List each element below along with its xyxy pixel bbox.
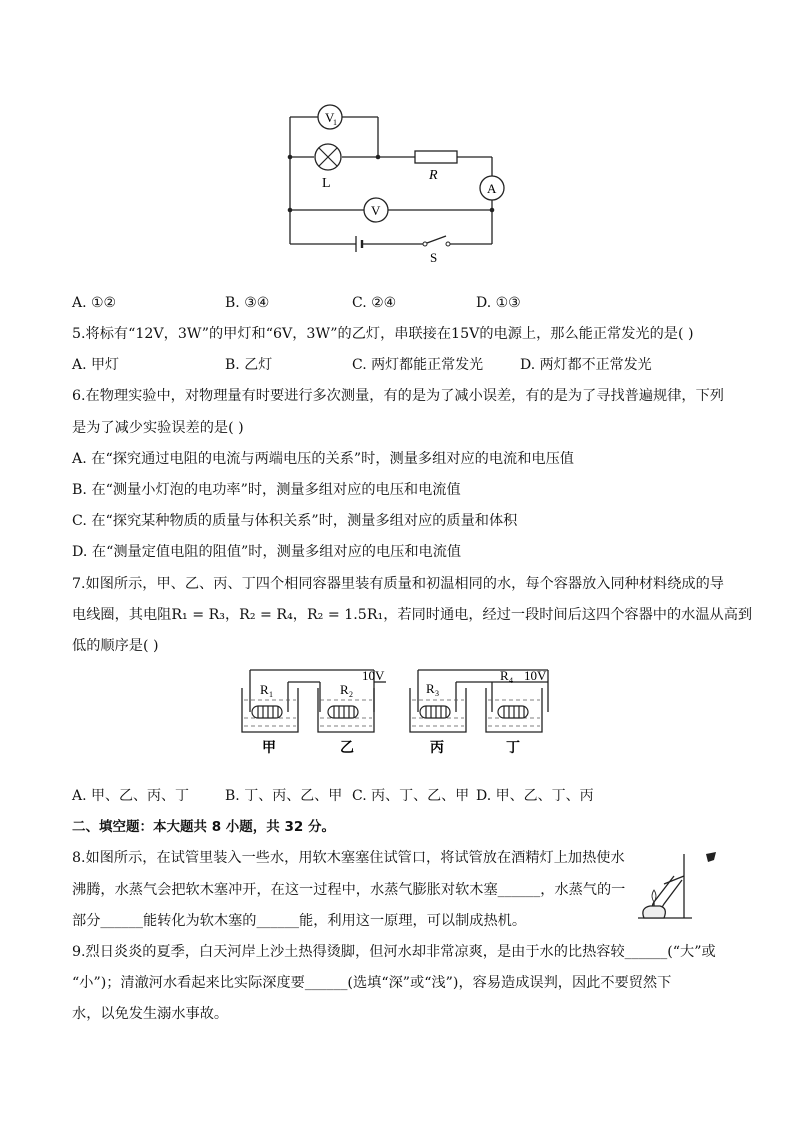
q4-option-c: C. ②④ bbox=[352, 295, 397, 311]
section-heading: 二、填空题：本大题共 8 小题，共 32 分。 bbox=[72, 819, 335, 835]
q5-option-a: A. 甲灯 bbox=[72, 357, 120, 373]
ammeter-icon bbox=[480, 176, 504, 200]
q7-stem-1: 7.如图所示，甲、乙、丙、丁四个相同容器里装有质量和初温相同的水，每个容器放入同种材料绕成的导 bbox=[72, 576, 724, 592]
svg-text:1: 1 bbox=[269, 690, 273, 699]
svg-text:10V: 10V bbox=[524, 668, 547, 683]
svg-text:V: V bbox=[371, 203, 381, 218]
q7-option-a: A. 甲、乙、丙、丁 bbox=[72, 788, 190, 804]
q9-line-1: 9.烈日炎炎的夏季，白天河岸上沙土热得烫脚，但河水却非常凉爽，是由于水的比热容较______(“大”或 bbox=[72, 944, 716, 960]
circuit-diagram bbox=[270, 90, 510, 270]
q6-option-b: B. 在“测量小灯泡的电功率”时，测量多组对应的电压和电流值 bbox=[72, 482, 461, 498]
voltmeter-icon bbox=[364, 198, 388, 222]
q8-line-2: 沸腾，水蒸气会把软木塞冲开，在这一过程中，水蒸气膨胀对软木塞______，水蒸气的一 bbox=[72, 882, 626, 898]
svg-text:乙: 乙 bbox=[340, 741, 354, 756]
q7-stem-3: 低的顺序是( ) bbox=[72, 638, 159, 654]
lamp-icon bbox=[315, 144, 341, 170]
svg-text:R: R bbox=[426, 681, 435, 696]
q4-option-a: A. ①② bbox=[72, 295, 117, 311]
svg-text:丙: 丙 bbox=[430, 741, 444, 756]
svg-text:3: 3 bbox=[435, 689, 439, 698]
battery-icon bbox=[356, 236, 362, 252]
resistor-label: R bbox=[429, 168, 438, 183]
q9-line-3: 水，以免发生溺水事故。 bbox=[72, 1006, 229, 1022]
svg-text:A: A bbox=[487, 181, 497, 196]
switch-icon bbox=[423, 236, 450, 246]
svg-text:4: 4 bbox=[509, 676, 513, 685]
q5-option-c: C. 两灯都能正常发光 bbox=[352, 357, 484, 373]
q8-line-3: 部分______能转化为软木塞的______能，利用这一原理，可以制成热机。 bbox=[72, 913, 527, 929]
q6-option-a: A. 在“探究通过电阻的电流与两端电压的关系”时，测量多组对应的电流和电压值 bbox=[72, 451, 574, 467]
q5-option-b: B. 乙灯 bbox=[225, 357, 273, 373]
voltmeter-v1-icon bbox=[318, 105, 342, 129]
q6-stem-1: 6.在物理实验中，对物理量有时要进行多次测量，有的是为了减小误差，有的是为了寻找普遍规律，下列 bbox=[72, 388, 724, 404]
svg-text:甲: 甲 bbox=[262, 741, 276, 756]
svg-text:丁: 丁 bbox=[506, 741, 520, 756]
q8-line-1: 8.如图所示，在试管里装入一些水，用软木塞塞住试管口，将试管放在酒精灯上加热使水 bbox=[72, 850, 625, 866]
heating-containers-figure bbox=[236, 660, 566, 760]
q5-stem: 5.将标有“12V，3W”的甲灯和“6V，3W”的乙灯，串联接在15V的电源上，那么能正常发光的是( ) bbox=[72, 326, 694, 342]
svg-text:R: R bbox=[260, 682, 269, 697]
svg-text:V: V bbox=[325, 110, 335, 125]
q6-stem-2: 是为了减少实验误差的是( ) bbox=[72, 420, 244, 436]
test-tube-apparatus-icon bbox=[630, 846, 720, 926]
q7-stem-2: 电线圈，其电阻R₁ = R₃，R₂ = R₄，R₂ = 1.5R₁，若同时通电，经过一段时间后这四个容器中的水温从高到 bbox=[72, 607, 753, 623]
svg-text:10V: 10V bbox=[362, 668, 385, 683]
svg-text:1: 1 bbox=[333, 118, 337, 127]
svg-text:R: R bbox=[340, 682, 349, 697]
q4-option-b: B. ③④ bbox=[225, 295, 270, 311]
q4-option-d: D. ①③ bbox=[476, 295, 521, 311]
q7-option-c: C. 丙、丁、乙、甲 bbox=[352, 788, 470, 804]
svg-text:R: R bbox=[500, 668, 509, 683]
q6-option-c: C. 在“探究某种物质的质量与体积关系”时，测量多组对应的质量和体积 bbox=[72, 513, 518, 529]
q7-option-d: D. 甲、乙、丁、丙 bbox=[476, 788, 594, 804]
q6-option-d: D. 在“测量定值电阻的阻值”时，测量多组对应的电压和电流值 bbox=[72, 544, 462, 560]
resistor-icon bbox=[415, 151, 457, 163]
svg-text:2: 2 bbox=[349, 690, 353, 699]
q7-option-b: B. 丁、丙、乙、甲 bbox=[225, 788, 343, 804]
lamp-label: L bbox=[322, 176, 331, 191]
q9-line-2: “小”)；清澈河水看起来比实际深度要______(选填“深”或“浅”)，容易造成误判，因此不要贸然下 bbox=[72, 975, 672, 991]
q5-option-d: D. 两灯都不正常发光 bbox=[520, 357, 652, 373]
switch-label: S bbox=[430, 250, 438, 265]
